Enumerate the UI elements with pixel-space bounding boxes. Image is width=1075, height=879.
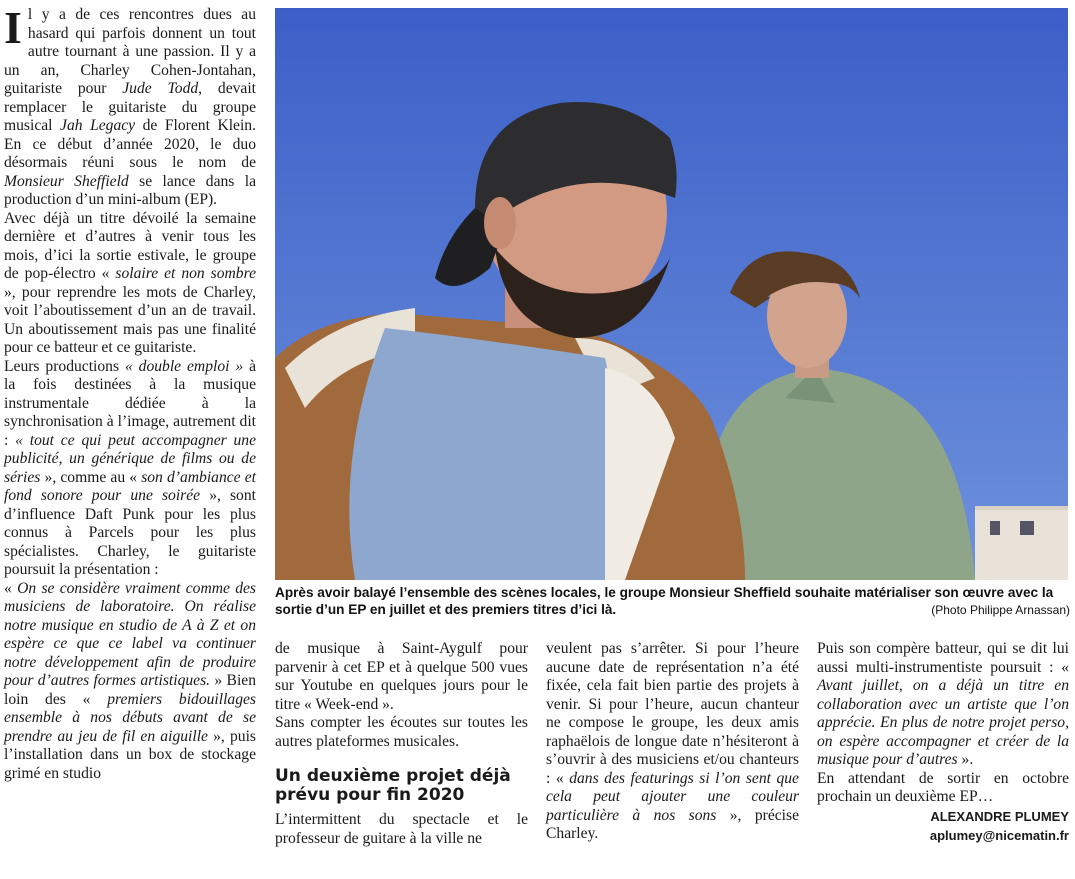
subheading: Un deuxième projet déjà prévu pour fin 2020 [275,766,511,805]
paragraph-8: veulent pas s’arrêter. Si pour l’heure aucune date de représentation n’a été fixée, cela fait bien partie des projets à venir. Si pour l’heure, aucun chanteur ne compose le groupe, les deux amis raphaëlois de longue date n’hésiteront à s’ouvrir à des musiciens et/ou chanteurs : « dans des featurings si l’on sent que cela peut ajouter une couleur particulière à nos sons », précise Charley. [546,640,799,842]
intro-paragraph: Il y a de ces rencontres dues au hasard qui parfois donnent un tout autre tournant à une passion. Il y a un an, Charley Cohen-Jontahan, guitariste pour Jude Todd, devait remplacer le guitariste du groupe musical Jah Legacy de Florent Klein. En ce début d’année 2020, le duo désormais réuni sous le nom de Monsieur Sheffield se lance dans la production d’un mini-album (EP). [4,2,256,208]
author-name: ALEXANDRE PLUMEY [930,808,1069,824]
article-photo [275,8,1068,580]
paragraph-3: Leurs productions « double emploi » à la fois destinées à la musique instrumentale dédiée à la synchronisation à l’image, autrement dit : « tout ce qui peut accompagner une publicité, un générique de films ou de séries », comme au « son d’ambiance et fond sonore pour une soirée », sont d’influence Daft Punk pour les plus connus à Parcels pour les plus spécialistes. Charley, le guitariste poursuit la présentation : [4,357,257,578]
photo-illustration [275,8,1068,580]
paragraph-5: de musique à Saint-Aygulf pour parvenir à cet EP et à quelque 500 vues sur Youtube en quelques jours pour le titre « Week-end ». [275,640,528,713]
paragraph-7: L’intermittent du spectacle et le professeur de guitare à la ville ne [275,811,528,847]
paragraph-6: Sans compter les écoutes sur toutes les autres plateformes musicales. [275,714,528,750]
author-email[interactable]: aplumey@nicematin.fr [929,827,1069,843]
article-column-3 [546,640,799,844]
dropcap: I [4,2,22,53]
photo-credit: (Photo Philippe Arnassan) [931,603,1070,617]
paragraph-2: Avec déjà un titre dévoilé la semaine dernière et d’autres à venir tous les mois, d’ici la sortie estivale, le groupe de pop-électro « solaire et non sombre », pour reprendre les mots de Charley, voit l’aboutissement d’un an de travail. Un aboutissement mais pas une finalité pour ce batteur et ce guitariste. [4,209,256,356]
paragraph-10: En attendant de sortir en octobre prochain un deuxième EP… [817,769,1069,805]
paragraph-4: « On se considère vraiment comme des musiciens de laboratoire. On réalise notre musique en studio de A à Z et on espère ce que ce label va continuer notre développement afin de produire pour d’autres formes artistiques. » Bien loin des « premiers bidouillages ensemble à nos débuts avant de se prendre au jeu de fil en aiguille », puis l’installation dans un box de stockage grimé en studio [4,579,257,782]
article-column-1 [4,2,257,783]
article-column-4 [817,640,1069,845]
article-column-2 [275,640,528,848]
photo-caption: Après avoir balayé l’ensemble des scènes locales, le groupe Monsieur Sheffield souhaite matérialiser son œuvre avec la sortie d’un EP en juillet et des premiers titres d’ici là. (Photo Philippe Arnassan) [275,585,1070,617]
paragraph-9: Puis son compère batteur, qui se dit lui aussi multi-instrumentiste poursuit : « Avant juillet, on a déjà un titre en collaboration avec un artiste que l’on apprécie. En plus de notre projet perso, on espère accompagner et créer de la musique pour d’autres ». [817,640,1069,768]
